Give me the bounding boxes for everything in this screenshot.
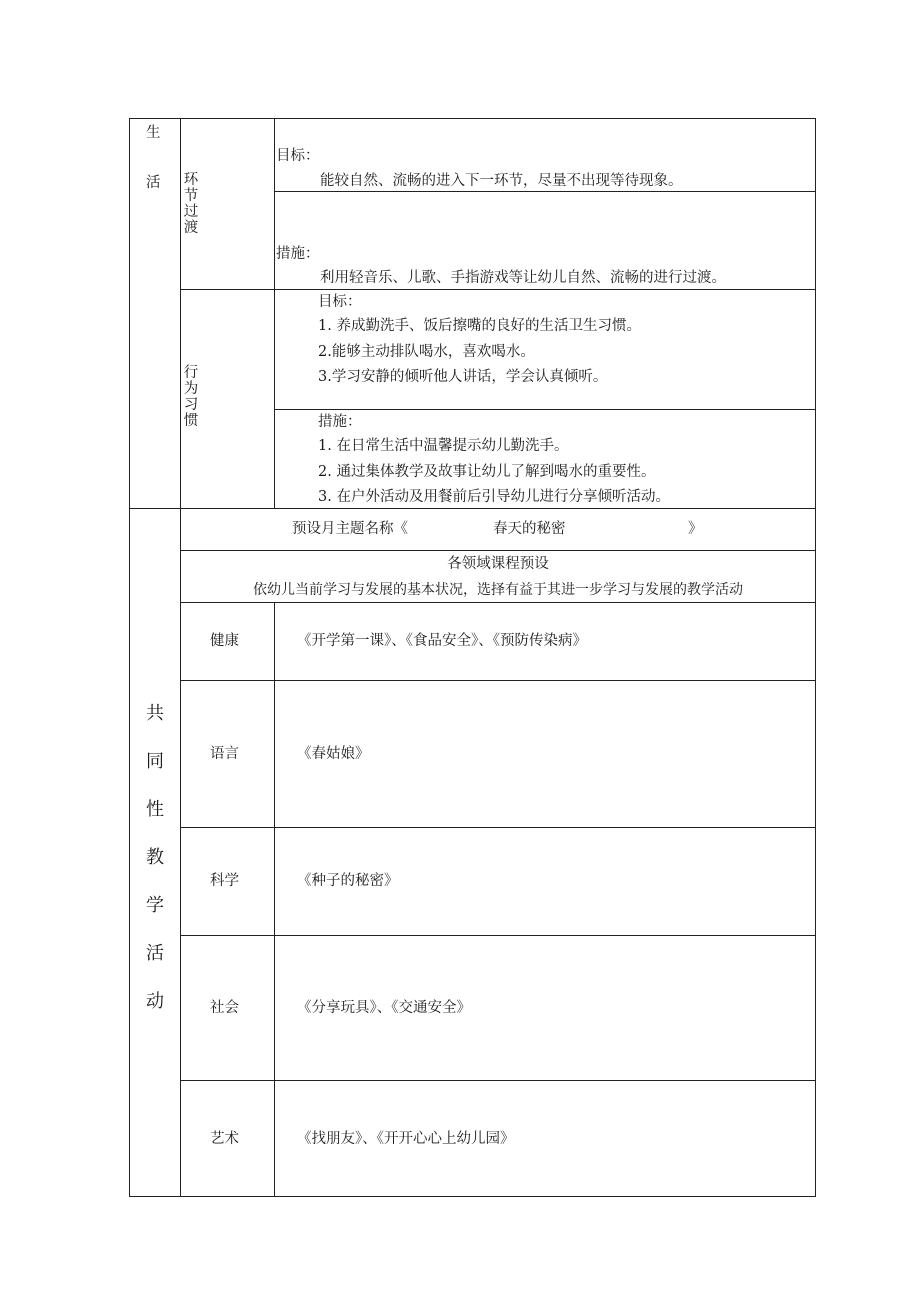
habits-label-char: 行 [183,365,199,381]
domain-name-society: 社会 [210,1000,239,1016]
domain-courses-language: 《春姑娘》 [297,746,370,762]
habits-measure-item: 1. 在日常生活中温馨提示幼儿勤洗手。 [318,438,569,454]
preset-description: 依幼儿当前学习与发展的基本状况，选择有益于其进一步学习与发展的教学活动 [253,582,743,598]
habits-measure-title: 措施： [318,414,362,430]
domain-courses-society: 《分享玩具》、《交通安全》 [297,1000,471,1016]
common-label-char: 活 [146,943,164,964]
habits-label-char: 习 [183,397,199,413]
domain-courses-science: 《种子的秘密》 [297,873,399,889]
domain-courses-art: 《找朋友》、《开开心心上幼儿园》 [297,1131,515,1147]
common-label-char: 动 [146,991,164,1012]
transition-goal-text: 能较自然、流畅的进入下一环节，尽量不出现等待现象。 [320,173,683,189]
theme-name: 春天的秘密 [493,521,566,537]
domain-name-health: 健康 [210,633,239,649]
transition-measure-text: 利用轻音乐、儿歌、手指游戏等让幼儿自然、流畅的进行过渡。 [320,270,726,286]
life-label-char-2: 活 [146,175,161,191]
theme-prefix: 预设月主题名称《 [292,521,408,537]
habits-goal-item: 2.能够主动排队喝水，喜欢喝水。 [318,344,535,360]
habits-goal-item: 1. 养成勤洗手、饭后擦嘴的良好的生活卫生习惯。 [318,318,641,334]
theme-suffix: 》 [688,521,703,537]
habits-label-char: 为 [183,381,199,397]
transition-goal-title: 目标： [276,148,320,164]
common-label-char: 同 [146,751,164,772]
common-label-char: 学 [146,895,164,916]
domain-name-language: 语言 [210,746,239,762]
habits-goal-item: 3.学习安静的倾听他人讲话，学会认真倾听。 [318,369,608,385]
domain-name-science: 科学 [210,873,239,889]
transition-label-char: 过 [183,204,199,220]
common-label-char: 教 [146,847,164,868]
habits-label-char: 惯 [183,413,199,429]
common-label-char: 性 [146,799,164,820]
life-label-char-1: 生 [146,125,161,141]
transition-measure-title: 措施： [276,246,320,262]
common-label-char: 共 [146,703,164,724]
transition-label-char: 渡 [183,220,199,236]
transition-label-char: 环 [183,172,199,188]
habits-goal-title: 目标： [318,294,362,310]
domain-name-art: 艺术 [210,1131,239,1147]
preset-title: 各领域课程预设 [447,556,549,572]
transition-label-char: 节 [183,188,199,204]
domain-courses-health: 《开学第一课》、《食品安全》、《预防传染病》 [297,633,587,649]
habits-measure-item: 2. 通过集体教学及故事让幼儿了解到喝水的重要性。 [318,464,656,480]
habits-measure-item: 3. 在户外活动及用餐前后引导幼儿进行分享倾听活动。 [318,489,670,505]
